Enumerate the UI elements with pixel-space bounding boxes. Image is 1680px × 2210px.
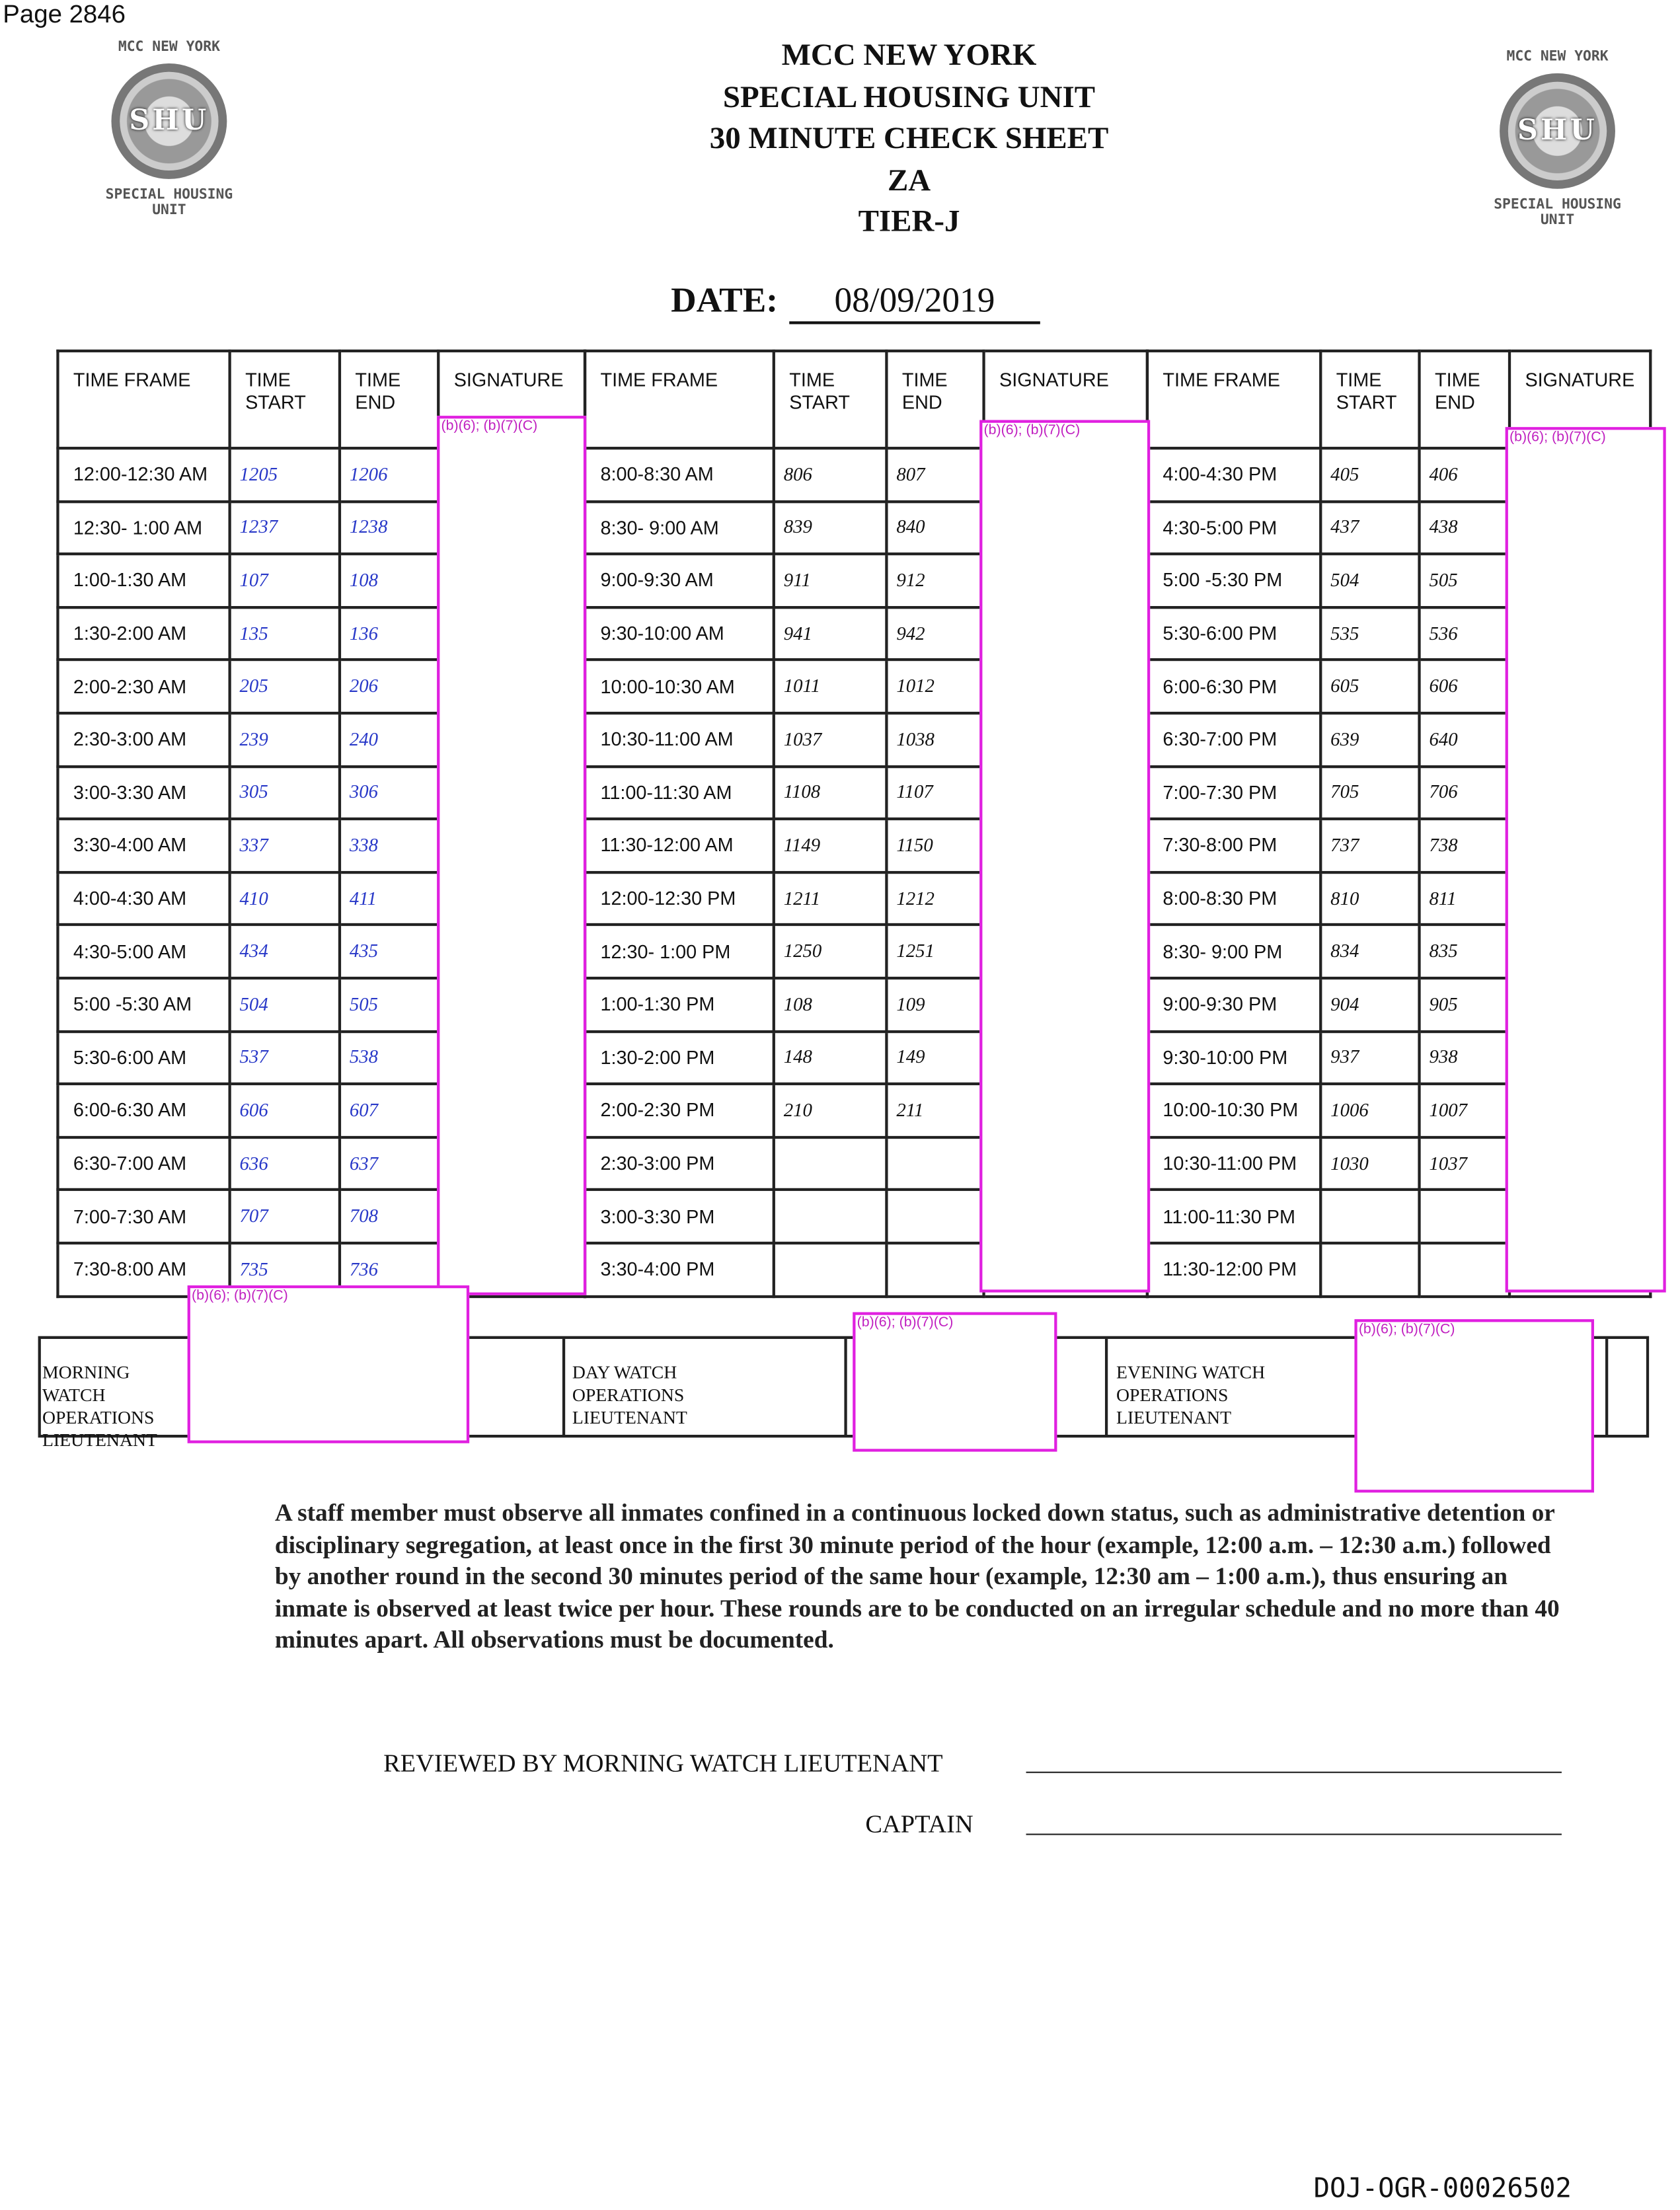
time-start-cell: 405 [1320, 448, 1419, 501]
redaction-label: (b)(6); (b)(7)(C) [983, 422, 1081, 439]
time-end-cell: 912 [886, 554, 983, 607]
time-start-cell [774, 1190, 887, 1243]
title-line: ZA [887, 161, 931, 197]
divider [1605, 1339, 1608, 1435]
time-frame-cell: 2:30-3:00 AM [57, 713, 229, 766]
time-frame-cell: 11:30-12:00 AM [585, 819, 774, 872]
time-frame-cell: 7:00-7:30 PM [1147, 766, 1320, 819]
redaction-label: (b)(6); (b)(7)(C) [1358, 1322, 1455, 1338]
redaction-label: (b)(6); (b)(7)(C) [192, 1288, 288, 1304]
time-frame-cell: 12:00-12:30 AM [57, 448, 229, 501]
time-end-cell: 840 [886, 501, 983, 554]
time-end-cell: 607 [340, 1084, 438, 1137]
time-end-cell: 606 [1420, 660, 1509, 713]
time-end-cell: 108 [340, 554, 438, 607]
signature-header: SIGNATURE [438, 351, 585, 448]
time-start-cell: 707 [230, 1190, 340, 1243]
time-start-cell: 239 [230, 713, 340, 766]
morning-watch-label: MORNING WATCH OPERATIONS LIEUTENANT [42, 1361, 157, 1451]
time-end-cell: 538 [340, 1031, 438, 1084]
time-start-cell: 1205 [230, 448, 340, 501]
time-frame-cell: 10:00-10:30 AM [585, 660, 774, 713]
time-frame-cell: 5:30-6:00 PM [1147, 607, 1320, 660]
time-frame-cell: 1:00-1:30 AM [57, 554, 229, 607]
time-frame-cell: 2:00-2:30 PM [585, 1084, 774, 1137]
time-end-cell: 211 [886, 1084, 983, 1137]
time-start-header: TIME START [1320, 351, 1419, 448]
time-frame-cell: 11:00-11:30 AM [585, 766, 774, 819]
day-watch-label: DAY WATCH OPERATIONS LIEUTENANT [572, 1361, 687, 1428]
time-frame-cell: 5:30-6:00 AM [57, 1031, 229, 1084]
time-end-cell: 240 [340, 713, 438, 766]
logo-top-text: MCC NEW YORK [118, 39, 220, 56]
title-line: 30 MINUTE CHECK SHEET [709, 120, 1109, 155]
time-end-cell: 738 [1420, 819, 1509, 872]
divider [562, 1339, 565, 1435]
time-start-cell: 1237 [230, 501, 340, 554]
time-frame-cell: 1:30-2:00 AM [57, 607, 229, 660]
time-start-cell: 437 [1320, 501, 1419, 554]
title-line: TIER-J [858, 203, 960, 239]
time-frame-cell: 8:00-8:30 AM [585, 448, 774, 501]
time-end-cell: 1037 [1420, 1137, 1509, 1190]
time-frame-cell: 4:00-4:30 AM [57, 872, 229, 925]
time-start-cell: 1149 [774, 819, 887, 872]
time-start-cell: 904 [1320, 978, 1419, 1031]
time-end-cell: 505 [1420, 554, 1509, 607]
time-end-cell: 1007 [1420, 1084, 1509, 1137]
time-frame-cell: 2:30-3:00 PM [585, 1137, 774, 1190]
time-end-cell: 1212 [886, 872, 983, 925]
time-start-cell: 735 [230, 1243, 340, 1296]
reviewed-by-label: REVIEWED BY MORNING WATCH LIEUTENANT [383, 1749, 943, 1778]
time-start-cell: 305 [230, 766, 340, 819]
time-start-cell: 636 [230, 1137, 340, 1190]
time-frame-cell: 9:00-9:30 AM [585, 554, 774, 607]
time-frame-cell: 12:30- 1:00 PM [585, 925, 774, 978]
time-frame-cell: 3:30-4:00 AM [57, 819, 229, 872]
time-start-cell: 606 [230, 1084, 340, 1137]
time-frame-cell: 3:00-3:30 PM [585, 1190, 774, 1243]
time-end-cell: 411 [340, 872, 438, 925]
time-end-cell [886, 1190, 983, 1243]
divider [1105, 1339, 1108, 1435]
time-end-cell: 1107 [886, 766, 983, 819]
date-label: DATE: [671, 282, 779, 321]
time-end-header: TIME END [886, 351, 983, 448]
bates-number: DOJ-OGR-00026502 [1313, 2173, 1572, 2205]
time-start-cell: 1250 [774, 925, 887, 978]
redaction-box [979, 420, 1150, 1293]
policy-paragraph: A staff member must observe all inmates confined in a continuous locked down status, such as administrative detention or disciplinary segregation, at least once in the first 30 minute period of the hour (example, 12:00 a.m. – 12:30 a.m.) followed by another round in the second 30 minutes period of the same hour (example, 12:30 am – 1:00 a.m.), thus ensuring an inmate is observed at least twice per hour. These rounds are to be conducted on an irregular schedule and no more than 40 minutes apart. All observations must be documented. [274, 1498, 1560, 1654]
time-end-cell: 1012 [886, 660, 983, 713]
time-end-cell: 505 [340, 978, 438, 1031]
time-end-cell: 807 [886, 448, 983, 501]
time-frame-cell: 7:30-8:00 PM [1147, 819, 1320, 872]
time-frame-cell: 1:30-2:00 PM [585, 1031, 774, 1084]
seal-text: SHU [129, 102, 210, 137]
time-start-cell: 810 [1320, 872, 1419, 925]
time-end-cell: 109 [886, 978, 983, 1031]
time-end-cell: 338 [340, 819, 438, 872]
time-end-cell: 706 [1420, 766, 1509, 819]
time-frame-cell: 12:00-12:30 PM [585, 872, 774, 925]
time-start-cell: 205 [230, 660, 340, 713]
time-end-cell: 905 [1420, 978, 1509, 1031]
time-start-cell: 1211 [774, 872, 887, 925]
title-line: MCC NEW YORK [781, 36, 1037, 72]
time-end-cell: 536 [1420, 607, 1509, 660]
time-frame-cell: 4:00-4:30 PM [1147, 448, 1320, 501]
time-end-cell: 811 [1420, 872, 1509, 925]
time-start-cell: 639 [1320, 713, 1419, 766]
time-end-cell: 640 [1420, 713, 1509, 766]
time-frame-cell: 11:30-12:00 PM [1147, 1243, 1320, 1296]
time-start-header: TIME START [230, 351, 340, 448]
time-end-cell [886, 1137, 983, 1190]
time-start-cell: 705 [1320, 766, 1419, 819]
time-start-cell: 434 [230, 925, 340, 978]
time-frame-cell: 8:00-8:30 PM [1147, 872, 1320, 925]
evening-watch-label: EVENING WATCH OPERATIONS LIEUTENANT [1116, 1361, 1266, 1428]
redaction-label: (b)(6); (b)(7)(C) [441, 418, 538, 434]
time-end-cell: 708 [340, 1190, 438, 1243]
time-start-cell: 937 [1320, 1031, 1419, 1084]
time-frame-cell: 8:30- 9:00 PM [1147, 925, 1320, 978]
time-end-cell: 149 [886, 1031, 983, 1084]
time-end-header: TIME END [1420, 351, 1509, 448]
redaction-box [188, 1285, 470, 1443]
time-frame-cell: 2:00-2:30 AM [57, 660, 229, 713]
time-end-cell: 435 [340, 925, 438, 978]
time-start-cell: 504 [1320, 554, 1419, 607]
time-frame-cell: 6:30-7:00 AM [57, 1137, 229, 1190]
time-frame-cell: 11:00-11:30 PM [1147, 1190, 1320, 1243]
time-end-cell: 1251 [886, 925, 983, 978]
time-start-cell: 107 [230, 554, 340, 607]
time-end-cell [886, 1243, 983, 1296]
time-frame-cell: 6:00-6:30 AM [57, 1084, 229, 1137]
time-frame-cell: 9:30-10:00 AM [585, 607, 774, 660]
time-start-cell: 941 [774, 607, 887, 660]
time-start-cell: 1030 [1320, 1137, 1419, 1190]
time-frame-cell: 3:30-4:00 PM [585, 1243, 774, 1296]
time-start-cell: 210 [774, 1084, 887, 1137]
time-start-cell: 1108 [774, 766, 887, 819]
time-start-header: TIME START [774, 351, 887, 448]
time-start-cell: 135 [230, 607, 340, 660]
date-value: 08/09/2019 [789, 282, 1040, 324]
title-line: SPECIAL HOUSING UNIT [722, 78, 1096, 114]
time-start-cell [774, 1137, 887, 1190]
redaction-box [437, 416, 586, 1295]
shu-logo-left [85, 40, 254, 219]
time-end-cell: 206 [340, 660, 438, 713]
time-start-cell: 535 [1320, 607, 1419, 660]
time-frame-cell: 4:30-5:00 PM [1147, 501, 1320, 554]
redaction-box [853, 1312, 1057, 1451]
redaction-label: (b)(6); (b)(7)(C) [1509, 430, 1606, 445]
time-frame-cell: 4:30-5:00 AM [57, 925, 229, 978]
shu-logo-right [1473, 50, 1642, 229]
redaction-box [1354, 1319, 1594, 1492]
time-frame-cell: 6:00-6:30 PM [1147, 660, 1320, 713]
time-frame-header: TIME FRAME [57, 351, 229, 448]
logo-top-text: MCC NEW YORK [1506, 49, 1609, 65]
time-frame-cell: 12:30- 1:00 AM [57, 501, 229, 554]
time-end-cell: 136 [340, 607, 438, 660]
time-start-cell: 148 [774, 1031, 887, 1084]
time-end-cell: 406 [1420, 448, 1509, 501]
time-frame-cell: 9:30-10:00 PM [1147, 1031, 1320, 1084]
time-start-cell: 737 [1320, 819, 1419, 872]
reviewed-by-signature-line [1026, 1772, 1562, 1773]
captain-signature-line [1026, 1834, 1562, 1835]
time-frame-cell: 10:00-10:30 PM [1147, 1084, 1320, 1137]
time-start-cell: 410 [230, 872, 340, 925]
time-frame-header: TIME FRAME [585, 351, 774, 448]
time-frame-cell: 10:30-11:00 PM [1147, 1137, 1320, 1190]
time-frame-cell: 10:30-11:00 AM [585, 713, 774, 766]
date-field [671, 282, 1040, 324]
time-frame-cell: 9:00-9:30 PM [1147, 978, 1320, 1031]
time-start-cell [1320, 1190, 1419, 1243]
signature-header: SIGNATURE [984, 351, 1147, 448]
time-end-cell: 1150 [886, 819, 983, 872]
redaction-box [1506, 427, 1666, 1292]
time-end-cell: 306 [340, 766, 438, 819]
time-end-cell [1420, 1190, 1509, 1243]
divider [844, 1339, 847, 1435]
time-end-header: TIME END [340, 351, 438, 448]
time-frame-cell: 5:00 -5:30 AM [57, 978, 229, 1031]
signature-header: SIGNATURE [1509, 351, 1650, 448]
time-start-cell [1320, 1243, 1419, 1296]
time-end-cell: 1238 [340, 501, 438, 554]
time-frame-cell: 8:30- 9:00 AM [585, 501, 774, 554]
seal-icon [1500, 73, 1615, 189]
time-end-cell: 1038 [886, 713, 983, 766]
time-start-cell: 911 [774, 554, 887, 607]
seal-icon [111, 63, 227, 179]
time-start-cell: 839 [774, 501, 887, 554]
time-end-cell: 438 [1420, 501, 1509, 554]
time-start-cell: 1037 [774, 713, 887, 766]
time-start-cell: 108 [774, 978, 887, 1031]
time-end-cell: 835 [1420, 925, 1509, 978]
time-end-cell: 736 [340, 1243, 438, 1296]
time-end-cell: 637 [340, 1137, 438, 1190]
time-frame-cell: 3:00-3:30 AM [57, 766, 229, 819]
time-frame-cell: 7:00-7:30 AM [57, 1190, 229, 1243]
redaction-label: (b)(6); (b)(7)(C) [857, 1315, 954, 1331]
time-frame-cell: 5:00 -5:30 PM [1147, 554, 1320, 607]
time-frame-header: TIME FRAME [1147, 351, 1320, 448]
page-number: Page 2846 [3, 0, 126, 28]
time-start-cell: 537 [230, 1031, 340, 1084]
seal-text: SHU [1517, 112, 1598, 147]
document-title [564, 34, 1254, 242]
time-start-cell: 605 [1320, 660, 1419, 713]
time-frame-cell: 7:30-8:00 AM [57, 1243, 229, 1296]
time-start-cell: 834 [1320, 925, 1419, 978]
time-end-cell: 938 [1420, 1031, 1509, 1084]
time-start-cell: 337 [230, 819, 340, 872]
time-start-cell: 1006 [1320, 1084, 1419, 1137]
time-start-cell [774, 1243, 887, 1296]
time-end-cell: 942 [886, 607, 983, 660]
time-start-cell: 504 [230, 978, 340, 1031]
time-start-cell: 806 [774, 448, 887, 501]
time-end-cell [1420, 1243, 1509, 1296]
logo-bottom-text: SPECIAL HOUSING UNIT [105, 187, 233, 219]
time-frame-cell: 1:00-1:30 PM [585, 978, 774, 1031]
time-start-cell: 1011 [774, 660, 887, 713]
time-frame-cell: 6:30-7:00 PM [1147, 713, 1320, 766]
time-end-cell: 1206 [340, 448, 438, 501]
captain-label: CAPTAIN [865, 1810, 974, 1838]
logo-bottom-text: SPECIAL HOUSING UNIT [1494, 197, 1621, 229]
